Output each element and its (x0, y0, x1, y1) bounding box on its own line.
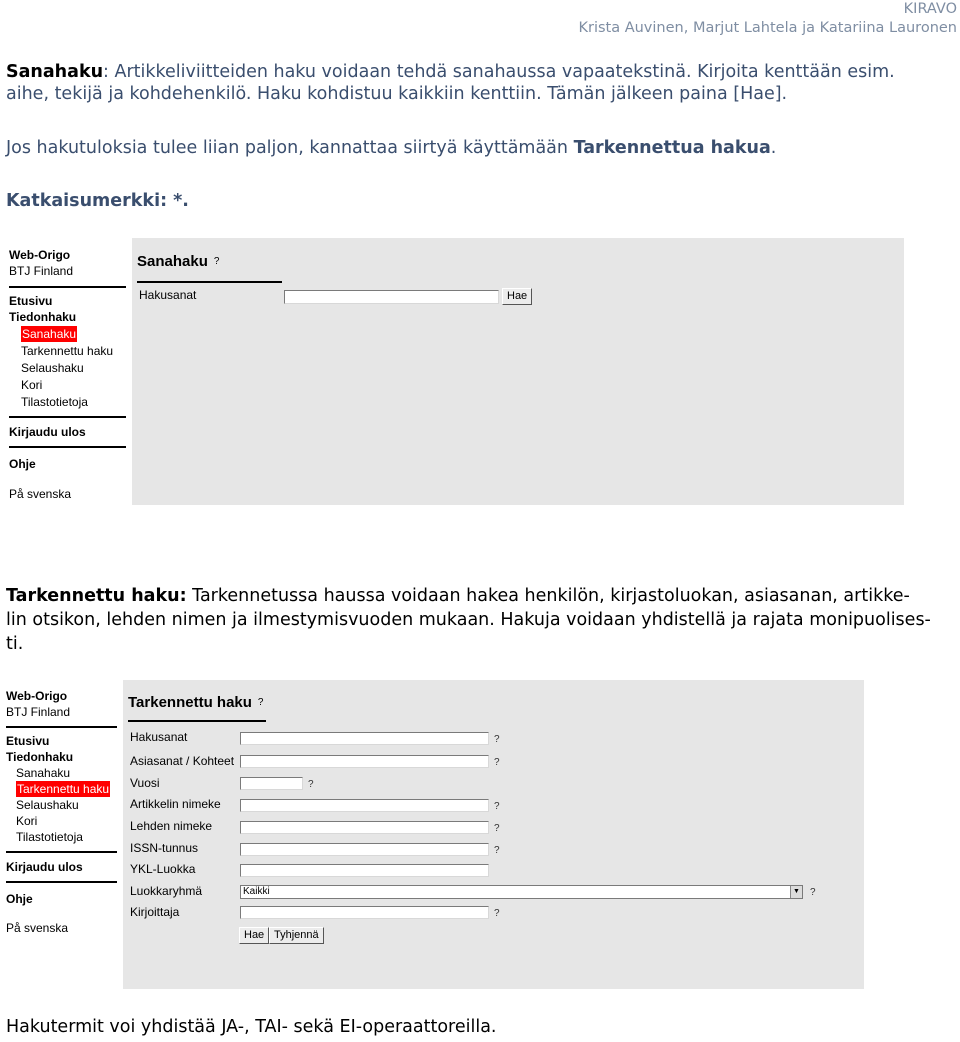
divider (9, 446, 126, 448)
help-icon[interactable]: ? (494, 757, 500, 768)
label-lehden-nimeke: Lehden nimeke (130, 819, 213, 833)
shot1-hakusanat-label: Hakusanat (139, 288, 197, 302)
label-asiasanat: Asiasanat / Kohteet (130, 754, 235, 768)
shot2-brand2: BTJ Finland (6, 705, 71, 719)
shot1-title-text: Sanahaku (137, 253, 208, 270)
nav-selaushaku[interactable]: Selaushaku (16, 798, 79, 812)
label-issn-tunnus: ISSN-tunnus (130, 841, 199, 855)
nav-kirjaudu-ulos[interactable]: Kirjaudu ulos (6, 860, 83, 874)
nav-kirjaudu-ulos[interactable]: Kirjaudu ulos (9, 425, 86, 439)
nav-ohje[interactable]: Ohje (9, 457, 36, 471)
input-vuosi[interactable] (240, 777, 303, 790)
help-icon[interactable]: ? (494, 908, 500, 919)
input-artikkelin-nimeke[interactable] (240, 799, 489, 812)
nav-tilastotietoja[interactable]: Tilastotietoja (16, 830, 83, 844)
divider (9, 416, 126, 418)
title-underline (137, 281, 282, 283)
input-kirjoittaja[interactable] (240, 906, 489, 919)
divider (9, 286, 126, 288)
select-luokkaryhma[interactable] (240, 885, 803, 899)
shot1-hakusanat-input[interactable] (284, 290, 499, 304)
input-asiasanat[interactable] (240, 755, 489, 768)
intro-advice (6, 137, 776, 159)
intro-line2: aihe, tekijä ja kohdehenkilö. Haku kohdistuu kaikkiin kenttiin. Tämän jälkeen paina [Hae]. (6, 84, 788, 104)
nav-kori[interactable]: Kori (21, 378, 43, 392)
divider (6, 881, 117, 883)
advanced-line3: ti. (6, 634, 24, 654)
label-vuosi: Vuosi (130, 776, 160, 790)
label-hakusanat: Hakusanat (130, 730, 188, 744)
nav-tilastotietoja[interactable]: Tilastotietoja (21, 395, 88, 409)
help-icon[interactable]: ? (308, 779, 314, 790)
advanced-paragraph (6, 585, 956, 655)
label-ykl-luokka: YKL-Luokka (130, 862, 196, 876)
shot1-brand: Web-Origo (9, 248, 71, 262)
help-icon[interactable]: ? (213, 256, 220, 267)
shot1-sidebar (9, 247, 126, 502)
authors: Krista Auvinen, Marjut Lahtela ja Katariina Lauronen (578, 20, 957, 36)
nav-selaushaku[interactable]: Selaushaku (21, 361, 84, 375)
label-artikkelin-nimeke: Artikkelin nimeke (130, 797, 221, 811)
shot2-hae-button[interactable]: Hae (239, 927, 269, 944)
divider (6, 851, 117, 853)
input-hakusanat[interactable] (240, 732, 489, 745)
input-issn-tunnus[interactable] (240, 843, 489, 856)
select-value: Kaikki (243, 886, 270, 897)
truncation-note: Katkaisumerkki: *. (6, 191, 189, 211)
shot1-title (137, 253, 219, 270)
chevron-down-icon[interactable]: ▼ (790, 886, 802, 898)
nav-sanahaku-active[interactable]: Sanahaku (22, 327, 77, 341)
help-icon[interactable]: ? (810, 887, 816, 898)
nav-tiedonhaku[interactable]: Tiedonhaku (6, 750, 74, 764)
divider (6, 726, 117, 728)
shot2-title (128, 694, 263, 711)
shot2-tyhjenna-button[interactable]: Tyhjennä (269, 927, 324, 944)
shot2-sidebar (6, 688, 117, 936)
shot1-search-panel (132, 238, 904, 505)
nav-ohje[interactable]: Ohje (6, 892, 33, 906)
nav-tarkennettu-haku-active[interactable]: Tarkennettu haku (17, 782, 110, 796)
page-header (578, 0, 957, 38)
nav-kori[interactable]: Kori (16, 814, 38, 828)
nav-sanahaku[interactable]: Sanahaku (16, 766, 71, 780)
shot2-search-panel (123, 680, 864, 989)
nav-tiedonhaku[interactable]: Tiedonhaku (9, 310, 77, 324)
label-luokkaryhma: Luokkaryhmä (130, 884, 203, 898)
nav-etusivu[interactable]: Etusivu (6, 734, 50, 748)
shot1-hae-button[interactable]: Hae (502, 288, 532, 305)
intro-line3-post: . (770, 138, 777, 158)
intro-term: Sanahaku (6, 62, 104, 82)
footer-note: Hakutermit voi yhdistää JA-, TAI- sekä EI-operaattoreilla. (6, 1017, 497, 1037)
series-title: KIRAVO (903, 1, 957, 17)
advanced-line1: Tarkennetussa haussa voidaan hakea henkilön, kirjastoluokan, asiasanan, artikke- (186, 586, 910, 606)
shot2-brand: Web-Origo (6, 689, 68, 703)
advanced-line2: lin otsikon, lehden nimen ja ilmestymisvuoden mukaan. Hakuja voidaan yhdistellä ja rajata monipuolises- (6, 610, 931, 630)
input-ykl-luokka[interactable] (240, 864, 489, 877)
input-lehden-nimeke[interactable] (240, 821, 489, 834)
shot1-brand2: BTJ Finland (9, 264, 74, 278)
title-underline (128, 720, 266, 722)
help-icon[interactable]: ? (494, 734, 500, 745)
nav-pa-svenska[interactable]: På svenska (6, 921, 69, 935)
help-icon[interactable]: ? (494, 845, 500, 856)
nav-pa-svenska[interactable]: På svenska (9, 487, 72, 501)
label-kirjoittaja: Kirjoittaja (130, 905, 180, 919)
help-icon[interactable]: ? (494, 823, 500, 834)
intro-paragraph (6, 61, 895, 105)
advanced-term: Tarkennettu haku: (6, 586, 187, 606)
intro-line3-bold: Tarkennettua hakua (573, 138, 771, 158)
help-icon[interactable]: ? (257, 697, 264, 708)
nav-tarkennettu-haku[interactable]: Tarkennettu haku (21, 344, 114, 358)
intro-line3-pre: Jos hakutuloksia tulee liian paljon, kannattaa siirtyä käyttämään (6, 138, 574, 158)
intro-line1: : Artikkeliviitteiden haku voidaan tehdä sanahaussa vapaatekstinä. Kirjoita kenttään esim. (103, 62, 895, 82)
nav-etusivu[interactable]: Etusivu (9, 294, 53, 308)
shot2-title-text: Tarkennettu haku (128, 694, 252, 711)
help-icon[interactable]: ? (494, 801, 500, 812)
